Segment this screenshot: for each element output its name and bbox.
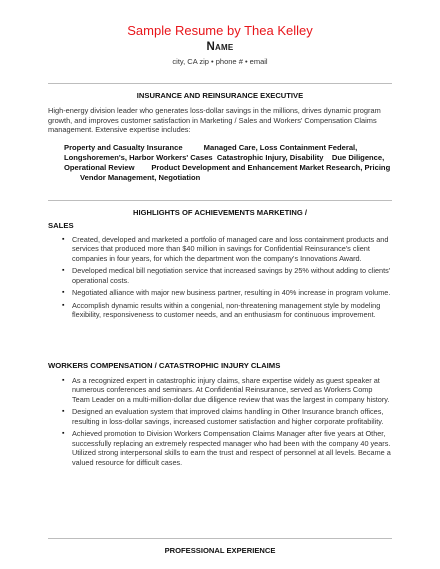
bullet-text: Designed an evaluation system that improved claims handling in Other Insurance branch offices, resulting in loss-dollar savings, increased customer satisfaction and higher corporate profitability. xyxy=(72,407,384,426)
workers-comp-bullet-list xyxy=(62,376,392,470)
bullet-icon: ▪ xyxy=(62,289,65,297)
workers-comp-heading: WORKERS COMPENSATION / CATASTROPHIC INJURY CLAIMS xyxy=(48,361,281,370)
expertise-line: Vendor Management, Negotiation xyxy=(80,173,201,182)
bullet-icon: ▪ xyxy=(62,377,65,384)
divider xyxy=(48,200,392,201)
bullet-text: As a recognized expert in catastrophic injury claims, share expertise widely as guest speaker at numerous conferences and seminars. At Confidential Reinsurance, served as Workers Comp Team Leader on a multi-million-dollar due diligence review that was the largest in company history. xyxy=(72,376,390,404)
list-item xyxy=(62,301,392,320)
sales-bullet-list xyxy=(62,235,392,323)
resume-title: Sample Resume by Thea Kelley xyxy=(127,23,313,38)
list-item xyxy=(62,429,392,467)
bullet-icon: ▪ xyxy=(62,408,65,416)
experience-section-title: PROFESSIONAL EXPERIENCE xyxy=(164,546,276,555)
list-item xyxy=(62,407,392,426)
bullet-text: Achieved promotion to Division Workers Compensation Claims Manager after five years at Other, successfully replacing an extremely respected manager who had been with the company 40 years. Utilized strong interpersonal skills to earn the trust and respect of personnel at all levels. Became a valued resource for difficult cases. xyxy=(72,429,391,467)
bullet-icon: ▪ xyxy=(62,267,65,275)
divider xyxy=(48,538,392,539)
list-item xyxy=(62,266,392,285)
achievements-section-title: HIGHLIGHTS OF ACHIEVEMENTS MARKETING / xyxy=(133,208,307,217)
expertise-line: Operational Review Product Development and Enhancement Market Research, Pricing xyxy=(64,163,391,172)
bullet-icon: ▪ xyxy=(62,302,65,309)
expertise-list xyxy=(64,143,394,183)
list-item xyxy=(62,235,392,263)
bullet-text: Developed medical bill negotiation service that increased savings by 25% without adding to clients' operational costs. xyxy=(72,266,391,285)
sales-heading: SALES xyxy=(48,221,74,230)
summary-paragraph: High-energy division leader who generates loss-dollar savings in the millions, drives dynamic program growth, and improves customer satisfaction in Marketing / Sales and Workers' Compensation Claims management. Extensive expertise includes: xyxy=(48,106,381,134)
bullet-text: Created, developed and marketed a portfolio of managed care and loss containment products and services that produced more than $40 million in savings for Confidential Reinsurance's client companies in four years, for which the department won the company's Innovations Award. xyxy=(72,235,389,263)
bullet-text: Accomplish dynamic results within a congenial, non-threatening management style by modeling flexibility, responsiveness to customer needs, and an enthusiasm for continuous improvement. xyxy=(72,301,381,320)
divider xyxy=(48,83,392,84)
bullet-icon: ▪ xyxy=(62,430,65,438)
list-item xyxy=(62,376,392,404)
bullet-icon: ▪ xyxy=(62,236,65,243)
list-item xyxy=(62,288,392,297)
summary-section-title: INSURANCE AND REINSURANCE EXECUTIVE xyxy=(136,91,304,100)
candidate-name: Name xyxy=(206,41,234,53)
bullet-text: Negotiated alliance with major new business partner, resulting in 40% increase in program volume. xyxy=(72,288,391,298)
expertise-line: Longshoremen's, Harbor Workers' Cases Catastrophic Injury, Disability Due Diligence, xyxy=(64,153,385,162)
contact-line: city, CA zip • phone # • email xyxy=(172,57,268,66)
expertise-line: Property and Casualty Insurance Managed Care, Loss Containment Federal, xyxy=(64,143,358,152)
